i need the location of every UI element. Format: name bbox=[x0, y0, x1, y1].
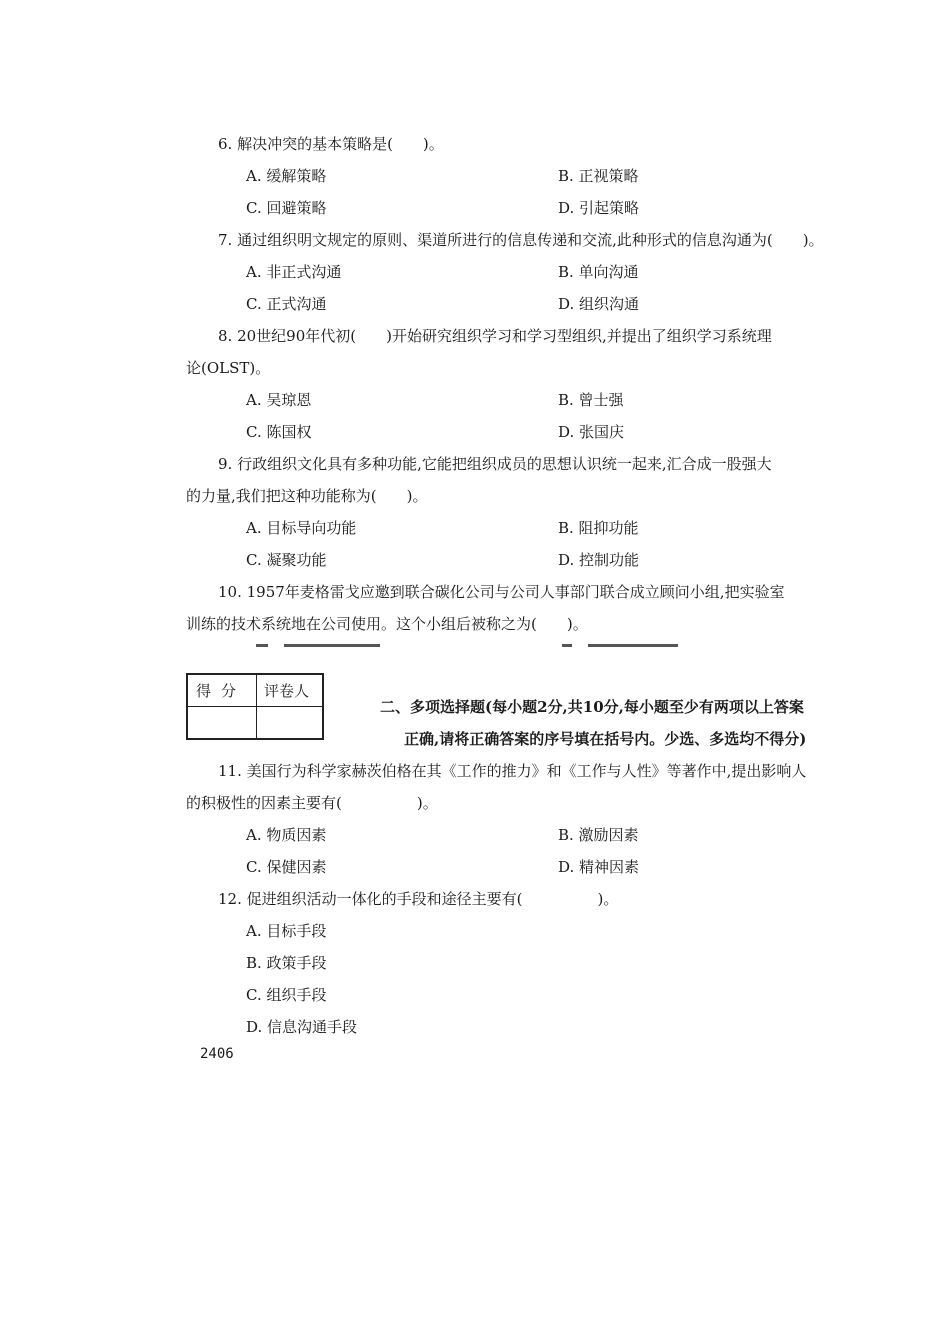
page-number: 2406 bbox=[200, 1046, 234, 1062]
question-11-stem-line-2: 的积极性的因素主要有( )。 bbox=[186, 794, 438, 812]
question-8-option-c: C. 陈国权 bbox=[246, 423, 312, 441]
question-10-stem-line-1: 10. 1957年麦格雷戈应邀到联合碳化公司与公司人事部门联合成立顾问小组,把实验室 bbox=[218, 583, 785, 601]
question-8-stem-line-1: 8. 20世纪90年代初( )开始研究组织学习和学习型组织,并提出了组织学习系统理 bbox=[218, 327, 772, 345]
question-6-option-c: C. 回避策略 bbox=[246, 199, 327, 217]
section-2-title-line-2: 正确,请将正确答案的序号填在括号内。少选、多选均不得分) bbox=[404, 730, 807, 748]
question-7-option-b: B. 单向沟通 bbox=[558, 263, 639, 281]
question-9-option-a: A. 目标导向功能 bbox=[246, 519, 357, 537]
question-9-option-d: D. 控制功能 bbox=[558, 551, 640, 569]
question-10-stem-line-2: 训练的技术系统地在公司使用。这个小组后被称之为( )。 bbox=[186, 615, 588, 633]
score-label: 得分 bbox=[196, 682, 247, 700]
question-8-option-b: B. 曾士强 bbox=[558, 391, 624, 409]
question-11-option-b: B. 激励因素 bbox=[558, 826, 639, 844]
question-9-option-c: C. 凝聚功能 bbox=[246, 551, 327, 569]
question-12-option-c: C. 组织手段 bbox=[246, 986, 327, 1004]
question-12-stem: 12. 促进组织活动一体化的手段和途径主要有( )。 bbox=[218, 890, 619, 908]
question-8-stem-line-2: 论(OLST)。 bbox=[186, 359, 271, 377]
question-8-option-d: D. 张国庆 bbox=[558, 423, 625, 441]
question-9-option-b: B. 阻抑功能 bbox=[558, 519, 639, 537]
question-12-option-b: B. 政策手段 bbox=[246, 954, 327, 972]
score-table bbox=[186, 673, 324, 740]
question-6-option-d: D. 引起策略 bbox=[558, 199, 640, 217]
question-12-option-a: A. 目标手段 bbox=[246, 922, 327, 940]
question-11-stem-line-1: 11. 美国行为科学家赫茨伯格在其《工作的推力》和《工作与人性》等著作中,提出影响人 bbox=[218, 762, 807, 780]
cropped-option-row-artifact bbox=[200, 642, 680, 648]
grader-label: 评卷人 bbox=[264, 682, 310, 700]
section-2-title-line-1: 二、多项选择题(每小题2分,共10分,每小题至少有两项以上答案 bbox=[380, 698, 804, 716]
question-6-option-a: A. 缓解策略 bbox=[246, 167, 327, 185]
question-8-option-a: A. 吴琼恩 bbox=[246, 391, 312, 409]
question-11-option-c: C. 保健因素 bbox=[246, 858, 327, 876]
question-9-stem-line-1: 9. 行政组织文化具有多种功能,它能把组织成员的思想认识统一起来,汇合成一股强大 bbox=[218, 455, 772, 473]
question-7-option-d: D. 组织沟通 bbox=[558, 295, 640, 313]
question-7-option-a: A. 非正式沟通 bbox=[246, 263, 342, 281]
question-7-stem: 7. 通过组织明文规定的原则、渠道所进行的信息传递和交流,此种形式的信息沟通为( )。 bbox=[218, 231, 824, 249]
question-12-option-d: D. 信息沟通手段 bbox=[246, 1018, 358, 1036]
question-11-option-a: A. 物质因素 bbox=[246, 826, 327, 844]
question-6-stem: 6. 解决冲突的基本策略是( )。 bbox=[218, 135, 444, 153]
question-9-stem-line-2: 的力量,我们把这种功能称为( )。 bbox=[186, 487, 428, 505]
question-7-option-c: C. 正式沟通 bbox=[246, 295, 327, 313]
question-11-option-d: D. 精神因素 bbox=[558, 858, 640, 876]
question-6-option-b: B. 正视策略 bbox=[558, 167, 639, 185]
